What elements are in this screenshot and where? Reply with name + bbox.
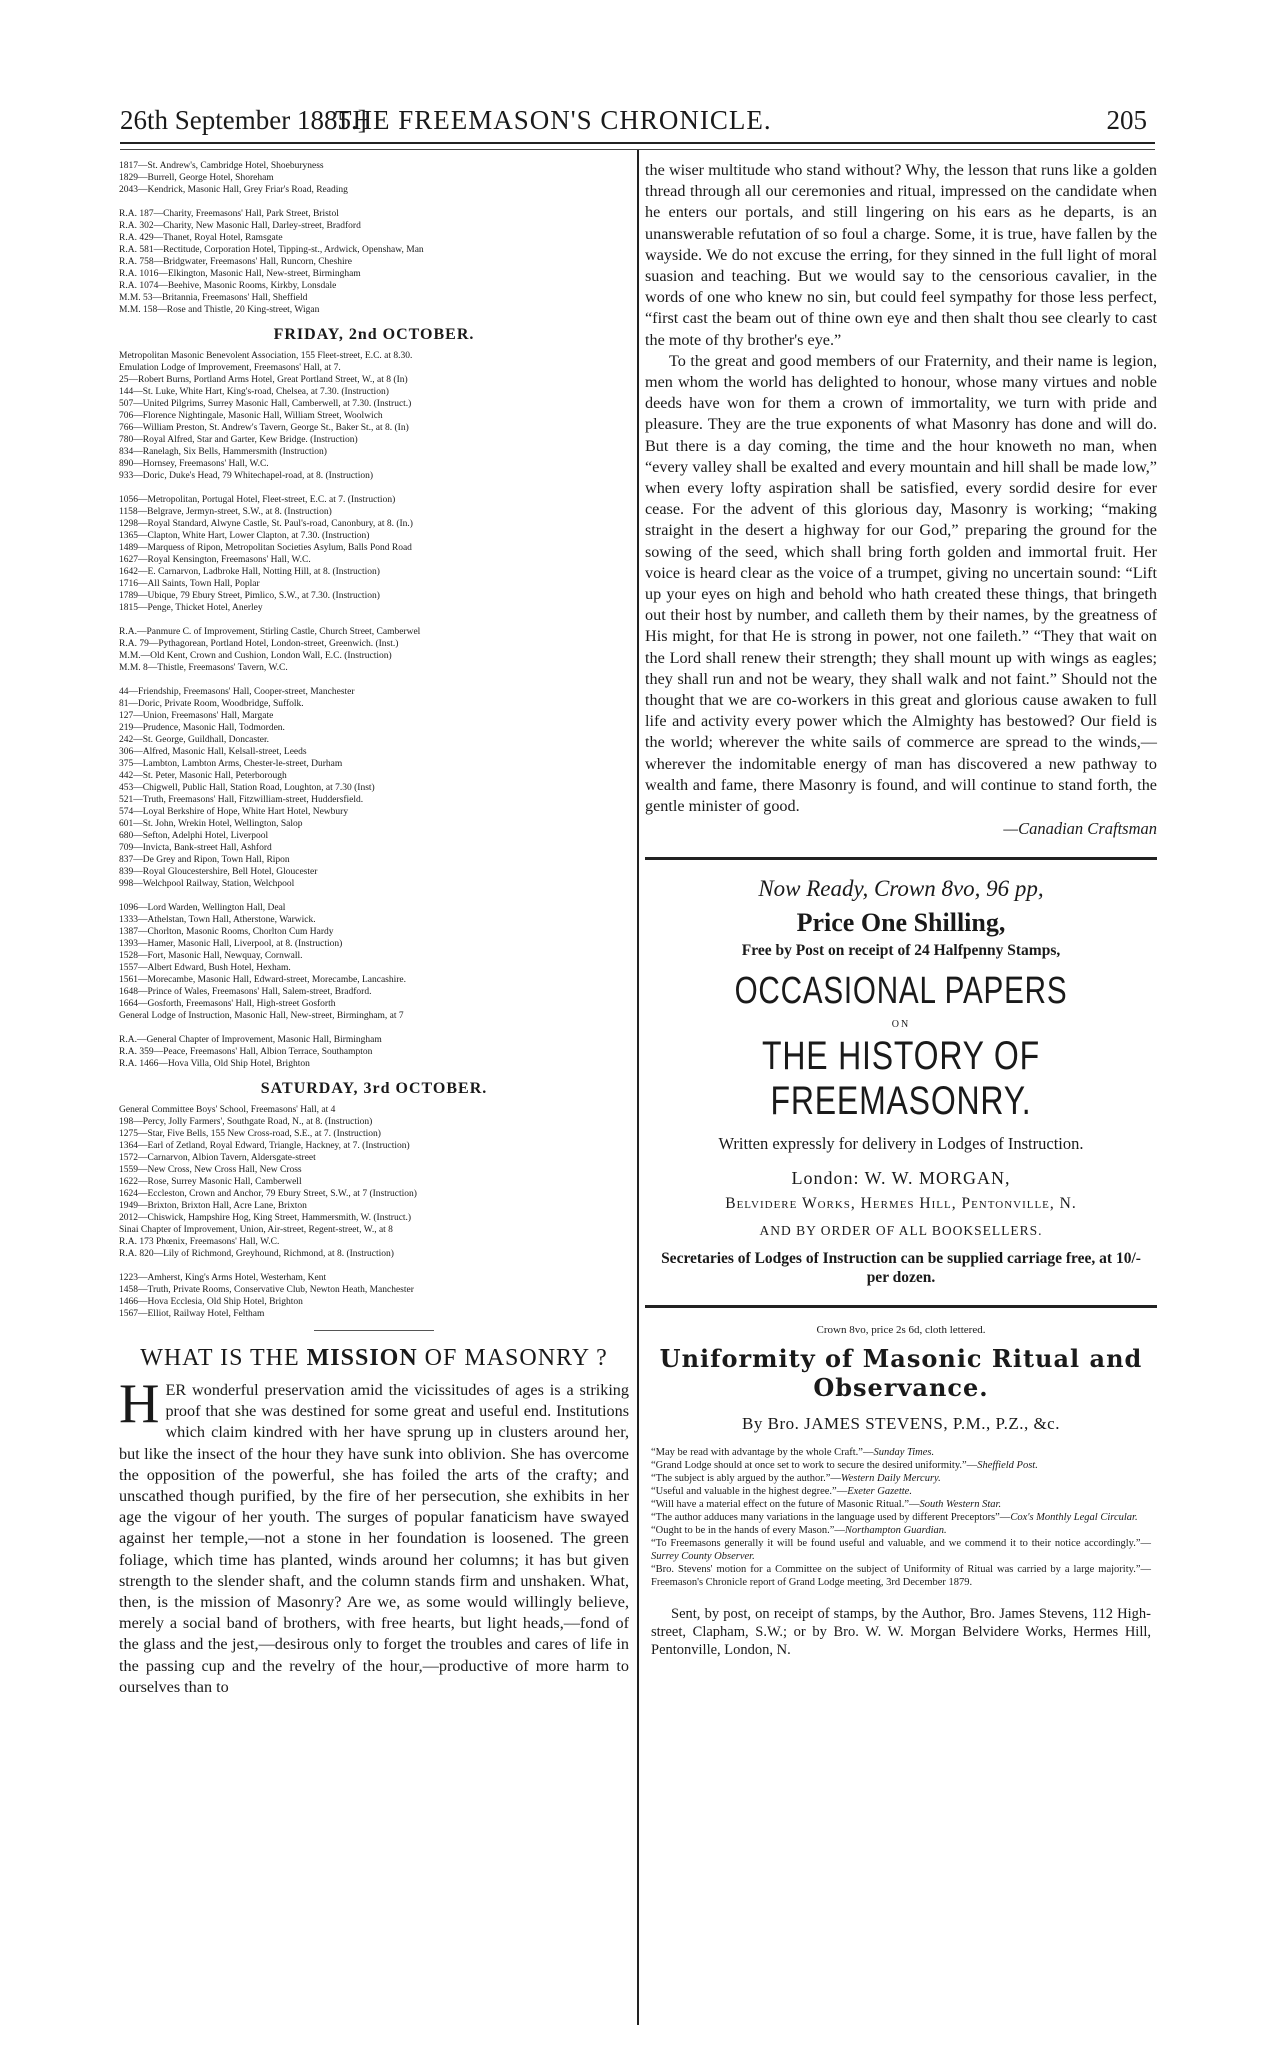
meeting-entry: 1559—New Cross, New Cross Hall, New Cross bbox=[119, 1165, 302, 1175]
meeting-entry: 2012—Chiswick, Hampshire Hog, King Street, Hammersmith, W. (Instruct.) bbox=[119, 1213, 412, 1223]
meeting-entry: 1622—Rose, Surrey Masonic Hall, Camberwell bbox=[119, 1177, 302, 1187]
meeting-entry: 680—Sefton, Adelphi Hotel, Liverpool bbox=[119, 831, 269, 841]
quote-source: Exeter Gazette. bbox=[847, 1486, 912, 1498]
meeting-entry: 442—St. Peter, Masonic Hall, Peterborough bbox=[119, 771, 287, 781]
meeting-entry: M.M. 53—Britannia, Freemasons' Hall, Sheffield bbox=[119, 293, 308, 303]
meeting-entry: 706—Florence Nightingale, Masonic Hall, William Street, Woolwich bbox=[119, 411, 383, 421]
meeting-entry: 127—Union, Freemasons' Hall, Margate bbox=[119, 711, 274, 721]
meeting-entry: 219—Prudence, Masonic Hall, Todmorden. bbox=[119, 723, 285, 733]
column-rule bbox=[637, 150, 639, 2025]
meeting-entry: R.A.—Panmure C. of Improvement, Stirling Castle, Church Street, Camberwel bbox=[119, 627, 421, 637]
review-quote bbox=[651, 1485, 1151, 1498]
article-paragraph-2: the wiser multitude who stand without? Why, the lesson that runs like a golden thread through all our ceremonies and ritual, impressed on the candidate when he enters our portals, and still lingering on his ears as he departs, is an unanswerable refutation of so foul a charge. Some, it is true, have fallen by the wayside. We do not excuse the erring, for they sinned in the full light of moral suasion and teaching. But we would say to the censorious cavalier, in the words of one who knew no sin, but could feel sympathy for those less perfect, “first cast the beam out of thine own eye and then shalt thou see clearly to cast the mote of thy brother's eye.” bbox=[645, 161, 1157, 349]
quote-source: Sheffield Post. bbox=[977, 1460, 1038, 1472]
review-quote bbox=[651, 1524, 1151, 1537]
advert2-sent: Sent, by post, on receipt of stamps, by the Author, Bro. James Stevens, 112 High-street, Clapham, S.W.; or by Bro. W. W. Morgan Belvidere Works, Hermes Hill, Pentonville, London, N. bbox=[651, 1606, 1151, 1659]
meeting-entry: 453—Chigwell, Public Hall, Station Road, Loughton, at 7.30 (Inst) bbox=[119, 783, 375, 793]
meeting-entry: M.M. 158—Rose and Thistle, 20 King-street, Wigan bbox=[119, 305, 320, 315]
advert-title-1: OCCASIONAL PAPERS bbox=[734, 970, 1068, 1013]
meeting-entry: 1648—Prince of Wales, Freemasons' Hall, Salem-street, Bradford. bbox=[119, 987, 372, 997]
meeting-entry: R.A. 758—Bridgwater, Freemasons' Hall, Runcorn, Cheshire bbox=[119, 257, 352, 267]
meeting-entry: 1642—E. Carnarvon, Ladbroke Hall, Notting Hill, at 8. (Instruction) bbox=[119, 567, 380, 577]
meeting-entry: R.A. 581—Rectitude, Corporation Hotel, Tipping-st., Ardwick, Openshaw, Man bbox=[119, 245, 424, 255]
meeting-entry: 1557—Albert Edward, Bush Hotel, Hexham. bbox=[119, 963, 291, 973]
advert2-crown: Crown 8vo, price 2s 6d, cloth lettered. bbox=[816, 1324, 986, 1337]
list-gap bbox=[119, 482, 629, 494]
meeting-entry: Emulation Lodge of Improvement, Freemasons' Hall, at 7. bbox=[119, 363, 341, 373]
left-column bbox=[119, 160, 629, 1698]
quote-text: “The author adduces many variations in the language used by different Preceptors”— bbox=[651, 1512, 1011, 1524]
article-title-post: OF MASONRY ? bbox=[417, 1345, 608, 1371]
quote-text: “May be read with advantage by the whole Craft.”— bbox=[651, 1447, 874, 1459]
meeting-entry: R.A. 820—Lily of Richmond, Greyhound, Richmond, at 8. (Instruction) bbox=[119, 1249, 394, 1259]
list-gap bbox=[119, 890, 629, 902]
meeting-entry: 1829—Burrell, George Hotel, Shoreham bbox=[119, 173, 274, 183]
meeting-entry: 2043—Kendrick, Masonic Hall, Grey Friar's Road, Reading bbox=[119, 185, 348, 195]
meeting-entry: 81—Doric, Private Room, Woodbridge, Suffolk. bbox=[119, 699, 304, 709]
meeting-entry: 1817—St. Andrew's, Cambridge Hotel, Shoeburyness bbox=[119, 161, 324, 171]
advert-uniformity bbox=[645, 1324, 1157, 1659]
meeting-entry: 933—Doric, Duke's Head, 79 Whitechapel-road, at 8. (Instruction) bbox=[119, 471, 373, 481]
meeting-entry: General Committee Boys' School, Freemasons' Hall, at 4 bbox=[119, 1105, 336, 1115]
advert-title-2: THE HISTORY OF FREEMASONRY. bbox=[762, 1034, 1040, 1124]
meeting-entry: 890—Hornsey, Freemasons' Hall, W.C. bbox=[119, 459, 269, 469]
meeting-entry: 507—United Pilgrims, Surrey Masonic Hall, Camberwell, at 7.30. (Instruct.) bbox=[119, 399, 412, 409]
quote-source: Western Daily Mercury. bbox=[840, 1473, 941, 1485]
meeting-entry: Metropolitan Masonic Benevolent Association, 155 Fleet-street, E.C. at 8.30. bbox=[119, 351, 413, 361]
review-quote bbox=[651, 1472, 1151, 1485]
article-paragraph-1 bbox=[119, 1373, 629, 1698]
meeting-entry: 1528—Fort, Masonic Hall, Newquay, Cornwall. bbox=[119, 951, 303, 961]
meeting-entry: M.M.—Old Kent, Crown and Cushion, London Wall, E.C. (Instruction) bbox=[119, 651, 392, 661]
advert-price: Price One Shilling, bbox=[796, 908, 1006, 938]
meeting-entry: 834—Ranelagh, Six Bells, Hammersmith (Instruction) bbox=[119, 447, 327, 457]
quote-source: Sunday Times. bbox=[873, 1447, 935, 1459]
meeting-entry: 375—Lambton, Lambton Arms, Chester-le-street, Durham bbox=[119, 759, 343, 769]
meeting-entry: 1949—Brixton, Brixton Hall, Acre Lane, Brixton bbox=[119, 1201, 307, 1211]
quote-source: Northampton Guardian. bbox=[844, 1525, 947, 1537]
saturday-heading: SATURDAY, 3rd OCTOBER. bbox=[260, 1080, 488, 1097]
review-quote bbox=[651, 1563, 1151, 1589]
review-quote bbox=[651, 1537, 1151, 1563]
meeting-entry: R.A. 1466—Hova Villa, Old Ship Hotel, Brighton bbox=[119, 1059, 310, 1069]
meeting-entry: 1815—Penge, Thicket Hotel, Anerley bbox=[119, 603, 263, 613]
friday-heading: FRIDAY, 2nd OCTOBER. bbox=[273, 326, 475, 343]
meeting-entry: R.A. 302—Charity, New Masonic Hall, Darley-street, Bradford bbox=[119, 221, 361, 231]
meeting-entry: 709—Invicta, Bank-street Hall, Ashford bbox=[119, 843, 272, 853]
meeting-entry: 1158—Belgrave, Jermyn-street, S.W., at 8. (Instruction) bbox=[119, 507, 332, 517]
meeting-entry: 574—Loyal Berkshire of Hope, White Hart Hotel, Newbury bbox=[119, 807, 349, 817]
meeting-entry: 1364—Earl of Zetland, Royal Edward, Triangle, Hackney, at 7. (Instruction) bbox=[119, 1141, 410, 1151]
advert-free-post: Free by Post on receipt of 24 Halfpenny Stamps, bbox=[741, 942, 1061, 960]
article-paragraph-3: To the great and good members of our Fraternity, and their name is legion, men whom the world has delighted to honour, whose many virtues and noble deeds have won for them a crown of immortality, we turn with pride and pleasure. They are the true exponents of what Masonry has done and will do. But there is a day coming, the time and the hour knoweth no man, when “every valley shall be exalted and every mountain and hill shall be made low,” when every lofty aspiration shall be satisfied, every sordid desire for ever cease. For the advent of this glorious day, Masonry is working; “making straight in the desert a highway for our God,” preparing the ground for the sowing of the seed, which shall bring forth golden and immortal fruit. Her voice is heard clear as the voice of a trumpet, giving no uncertain sound: “Lift up your eyes on high and behold who hath created these things, that bringeth out their host by number, and calleth them by their names, by the greatness of His might, for that He is strong in power, not one faileth.” “They that wait on the Lord shall renew their strength; they shall mount up with wings as eagles; they shall run and not be weary, they shall walk and not faint.” Should not the thought that we are co-workers in this great and glorious cause awaken to full life and activity every power which the Almighty has bestowed? Our field is the world; wherever the white sails of commerce are spread to the winds,—wherever the indomitable energy of man has discovered a new pathway to wealth and fame, there Masonry is found, and will continue to stand forth, the gentle minister of good. bbox=[645, 351, 1157, 816]
advert2-byline: By Bro. JAMES STEVENS, P.M., P.Z., &c. bbox=[742, 1414, 1060, 1434]
meeting-entry: 306—Alfred, Masonic Hall, Kelsall-street, Leeds bbox=[119, 747, 307, 757]
review-quote bbox=[651, 1498, 1151, 1511]
meeting-entry: 1664—Gosforth, Freemasons' Hall, High-street Gosforth bbox=[119, 999, 336, 1009]
advert-rule-2 bbox=[645, 1305, 1157, 1308]
advert-secretaries: Secretaries of Lodges of Instruction can be supplied carriage free, at 10/- per dozen. bbox=[661, 1250, 1141, 1287]
advert-publisher: London: W. W. MORGAN, bbox=[791, 1168, 1011, 1189]
meeting-entry: 998—Welchpool Railway, Station, Welchpool bbox=[119, 879, 295, 889]
meeting-entry: 1489—Marquess of Ripon, Metropolitan Societies Asylum, Balls Pond Road bbox=[119, 543, 412, 553]
meeting-entry: 198—Percy, Jolly Farmers', Southgate Road, N., at 8. (Instruction) bbox=[119, 1117, 373, 1127]
meeting-entry: R.A. 79—Pythagorean, Portland Hotel, London-street, Greenwich. (Inst.) bbox=[119, 639, 399, 649]
section-divider bbox=[314, 1330, 434, 1331]
meeting-entry: 1275—Star, Five Bells, 155 New Cross-road, S.E., at 7. (Instruction) bbox=[119, 1129, 381, 1139]
meeting-entry: R.A.—General Chapter of Improvement, Masonic Hall, Birmingham bbox=[119, 1035, 382, 1045]
meeting-entry: 1393—Hamer, Masonic Hall, Liverpool, at 8. (Instruction) bbox=[119, 939, 343, 949]
meeting-entry: 1458—Truth, Private Rooms, Conservative Club, Newton Heath, Manchester bbox=[119, 1285, 414, 1295]
meetings-list-saturday bbox=[119, 1104, 629, 1320]
meeting-entry: 1096—Lord Warden, Wellington Hall, Deal bbox=[119, 903, 286, 913]
quote-source: Surrey County Observer. bbox=[651, 1551, 755, 1563]
review-quote bbox=[651, 1511, 1151, 1524]
article-text-1: ER wonderful preservation amid the vicissitudes of ages is a striking proof that she was destined for some great and useful end. Institutions which claim kindred with her have sprung up in clusters around her, but like the insect of the hour they have sunk into oblivion. She has overcome the opposition of the powerful, she has foiled the arts of the crafty; and unscathed though purified, by the fire of her persecution, she exhibits in her age the vigour of her youth. The surges of popular fanaticism have swayed against her temple,—not a stone in her foundation is loosened. The green foliage, which time has planted, winds around her columns; it has but given strength to the slender shaft, and the column stands firm and unshaken. What, then, is the mission of Masonry? Are we, as some would willingly believe, merely a social band of brothers, with free hearts, but light heads,—fond of the glass and the jest,—desirous only to forget the troubles and cares of life in the passing cup and the revelry of the hour,—productive of more harm to ourselves than to bbox=[119, 1381, 629, 1696]
advert-address: Belvidere Works, Hermes Hill, Pentonville, N. bbox=[725, 1195, 1077, 1213]
meeting-entry: 1387—Chorlton, Masonic Rooms, Chorlton Cum Hardy bbox=[119, 927, 334, 937]
advert-rule bbox=[645, 857, 1157, 860]
article-title-pre: WHAT IS THE bbox=[140, 1345, 307, 1371]
meeting-entry: 839—Royal Gloucestershire, Bell Hotel, Gloucester bbox=[119, 867, 318, 877]
page-number: 205 bbox=[1106, 105, 1147, 135]
meeting-entry: R.A. 429—Thanet, Royal Hotel, Ramsgate bbox=[119, 233, 283, 243]
quote-text: “Ought to be in the hands of every Mason.”— bbox=[651, 1525, 845, 1537]
article-title bbox=[119, 1345, 629, 1372]
meeting-entry: M.M. 8—Thistle, Freemasons' Tavern, W.C. bbox=[119, 663, 288, 673]
advert-availability: Now Ready, Crown 8vo, 96 pp, bbox=[758, 876, 1044, 902]
publication-title: THE FREEMASON'S CHRONICLE. bbox=[335, 105, 772, 135]
issue-date: 26th September 1885.] bbox=[120, 105, 367, 135]
advert2-quotes bbox=[645, 1446, 1157, 1589]
review-quote bbox=[651, 1459, 1151, 1472]
quote-text: “Grand Lodge should at once set to work to secure the desired uniformity.”— bbox=[651, 1460, 978, 1472]
meetings-list-thursday bbox=[119, 160, 629, 316]
meeting-entry: 1333—Athelstan, Town Hall, Atherstone, Warwick. bbox=[119, 915, 316, 925]
meeting-entry: R.A. 1074—Beehive, Masonic Rooms, Kirkby, Lonsdale bbox=[119, 281, 337, 291]
list-gap bbox=[119, 614, 629, 626]
meeting-entry: 1627—Royal Kensington, Freemasons' Hall, W.C. bbox=[119, 555, 311, 565]
meeting-entry: 1056—Metropolitan, Portugal Hotel, Fleet-street, E.C. at 7. (Instruction) bbox=[119, 495, 396, 505]
list-gap bbox=[119, 1260, 629, 1272]
meeting-entry: 25—Robert Burns, Portland Arms Hotel, Great Portland Street, W., at 8 (In) bbox=[119, 375, 408, 385]
meeting-entry: 1567—Elliot, Railway Hotel, Feltham bbox=[119, 1309, 265, 1319]
meeting-entry: R.A. 173 Phœnix, Freemasons' Hall, W.C. bbox=[119, 1237, 280, 1247]
quote-text: “The subject is ably argued by the author.”— bbox=[651, 1473, 841, 1485]
meeting-entry: 1572—Carnarvon, Albion Tavern, Aldersgate-street bbox=[119, 1153, 316, 1163]
drop-cap: H bbox=[119, 1373, 160, 1435]
quote-source: South Western Star. bbox=[919, 1499, 1002, 1511]
meeting-entry: 521—Truth, Freemasons' Hall, Fitzwilliam-street, Huddersfield. bbox=[119, 795, 364, 805]
right-column bbox=[645, 160, 1157, 1659]
meeting-entry: 837—De Grey and Ripon, Town Hall, Ripon bbox=[119, 855, 290, 865]
meeting-entry: 242—St. George, Guildhall, Doncaster. bbox=[119, 735, 269, 745]
quote-text: “Will have a material effect on the future of Masonic Ritual.”— bbox=[651, 1499, 920, 1511]
review-quote bbox=[651, 1446, 1151, 1459]
page-header bbox=[120, 96, 1155, 144]
meeting-entry: 1716—All Saints, Town Hall, Poplar bbox=[119, 579, 260, 589]
meeting-entry: 1365—Clapton, White Hart, Lower Clapton, at 7.30. (Instruction) bbox=[119, 531, 370, 541]
quote-text: “Useful and valuable in the highest degree.”— bbox=[651, 1486, 848, 1498]
meeting-entry: 1298—Royal Standard, Alwyne Castle, St. Paul's-road, Canonbury, at 8. (In.) bbox=[119, 519, 413, 529]
meeting-entry: General Lodge of Instruction, Masonic Hall, New-street, Birmingham, at 7 bbox=[119, 1011, 404, 1021]
quote-text: “To Freemasons generally it will be found useful and valuable, and we commend it to their notice accordingly.”— bbox=[651, 1538, 1151, 1550]
article-signature: —Canadian Craftsman bbox=[1003, 819, 1157, 839]
meeting-entry: 144—St. Luke, White Hart, King's-road, Chelsea, at 7.30. (Instruction) bbox=[119, 387, 389, 397]
meeting-entry: R.A. 359—Peace, Freemasons' Hall, Albion Terrace, Southampton bbox=[119, 1047, 373, 1057]
list-gap bbox=[119, 674, 629, 686]
quote-source: Cox's Monthly Legal Circular. bbox=[1010, 1512, 1138, 1524]
meeting-entry: R.A. 187—Charity, Freemasons' Hall, Park Street, Bristol bbox=[119, 209, 339, 219]
meeting-entry: R.A. 1016—Elkington, Masonic Hall, New-street, Birmingham bbox=[119, 269, 361, 279]
list-gap bbox=[119, 1022, 629, 1034]
meeting-entry: 1466—Hova Ecclesia, Old Ship Hotel, Brighton bbox=[119, 1297, 303, 1307]
meeting-entry: 780—Royal Alfred, Star and Garter, Kew Bridge. (Instruction) bbox=[119, 435, 358, 445]
advert-on: ON bbox=[891, 1019, 911, 1031]
meeting-entry: Sinai Chapter of Improvement, Union, Air-street, Regent-street, W., at 8 bbox=[119, 1225, 393, 1235]
article-title-bold: MISSION bbox=[306, 1345, 418, 1371]
meeting-entry: 1561—Morecambe, Masonic Hall, Edward-street, Morecambe, Lancashire. bbox=[119, 975, 407, 985]
list-gap bbox=[119, 196, 629, 208]
meeting-entry: 601—St. John, Wrekin Hotel, Wellington, Salop bbox=[119, 819, 303, 829]
advert-order: AND BY ORDER OF ALL BOOKSELLERS. bbox=[759, 1223, 1043, 1239]
advert-written: Written expressly for delivery in Lodges of Instruction. bbox=[718, 1134, 1084, 1154]
meeting-entry: 1223—Amherst, King's Arms Hotel, Westerham, Kent bbox=[119, 1273, 327, 1283]
advert-occasional-papers bbox=[645, 876, 1157, 1287]
meeting-entry: 1789—Ubique, 79 Ebury Street, Pimlico, S.W., at 7.30. (Instruction) bbox=[119, 591, 380, 601]
meeting-entry: 1624—Eccleston, Crown and Anchor, 79 Ebury Street, S.W., at 7 (Instruction) bbox=[119, 1189, 417, 1199]
meetings-list-friday bbox=[119, 350, 629, 1070]
meeting-entry: 44—Friendship, Freemasons' Hall, Cooper-street, Manchester bbox=[119, 687, 355, 697]
advert2-title: Uniformity of Masonic Ritual and Observance. bbox=[659, 1344, 1143, 1403]
meeting-entry: 766—William Preston, St. Andrew's Tavern, George St., Baker St., at 8. (In) bbox=[119, 423, 409, 433]
quote-text: “Bro. Stevens' motion for a Committee on the subject of Uniformity of Ritual was carried by a large majority.”—Freemason's Chronicle report of Grand Lodge meeting, 3rd December 1879. bbox=[651, 1564, 1151, 1589]
